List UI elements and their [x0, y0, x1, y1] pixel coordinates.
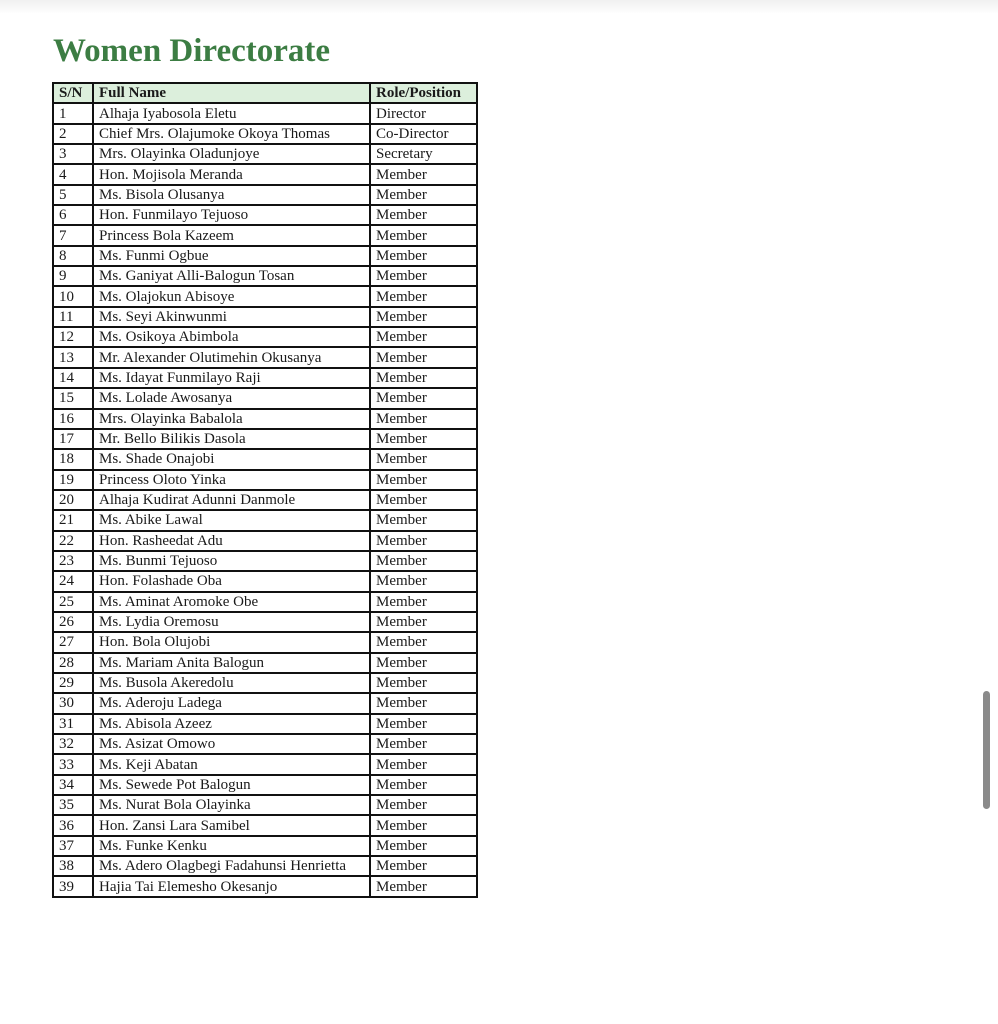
- table-row: [53, 286, 477, 306]
- cell-full-name: Ms. Aminat Aromoke Obe: [93, 592, 370, 612]
- cell-full-name: Ms. Bunmi Tejuoso: [93, 551, 370, 571]
- cell-full-name: Ms. Keji Abatan: [93, 754, 370, 774]
- page-title: Women Directorate: [53, 33, 331, 69]
- cell-role: Member: [370, 531, 477, 551]
- cell-role: Member: [370, 510, 477, 530]
- cell-sn: 37: [53, 836, 93, 856]
- cell-sn: 36: [53, 815, 93, 835]
- cell-role: Member: [370, 734, 477, 754]
- table-row: [53, 124, 477, 144]
- cell-role: Member: [370, 693, 477, 713]
- cell-sn: 17: [53, 429, 93, 449]
- cell-sn: 15: [53, 388, 93, 408]
- cell-role: Member: [370, 551, 477, 571]
- cell-role: Member: [370, 795, 477, 815]
- table-row: [53, 266, 477, 286]
- cell-role: Member: [370, 246, 477, 266]
- cell-role: Member: [370, 429, 477, 449]
- table-row: [53, 693, 477, 713]
- table-row: [53, 205, 477, 225]
- cell-role: Member: [370, 266, 477, 286]
- cell-role: Member: [370, 632, 477, 652]
- cell-role: Secretary: [370, 144, 477, 164]
- cell-sn: 39: [53, 876, 93, 896]
- cell-full-name: Princess Oloto Yinka: [93, 470, 370, 490]
- column-header-full-name: Full Name: [93, 83, 370, 103]
- cell-sn: 3: [53, 144, 93, 164]
- cell-full-name: Mrs. Olayinka Babalola: [93, 409, 370, 429]
- table-row: [53, 368, 477, 388]
- cell-role: Member: [370, 815, 477, 835]
- cell-sn: 9: [53, 266, 93, 286]
- directorate-table: [52, 82, 478, 898]
- cell-sn: 19: [53, 470, 93, 490]
- cell-sn: 27: [53, 632, 93, 652]
- cell-sn: 20: [53, 490, 93, 510]
- table-row: [53, 876, 477, 896]
- table-row: [53, 225, 477, 245]
- cell-role: Member: [370, 653, 477, 673]
- cell-sn: 1: [53, 103, 93, 123]
- cell-full-name: Ms. Ganiyat Alli-Balogun Tosan: [93, 266, 370, 286]
- cell-sn: 21: [53, 510, 93, 530]
- cell-sn: 18: [53, 449, 93, 469]
- cell-full-name: Chief Mrs. Olajumoke Okoya Thomas: [93, 124, 370, 144]
- cell-sn: 23: [53, 551, 93, 571]
- cell-full-name: Ms. Idayat Funmilayo Raji: [93, 368, 370, 388]
- cell-full-name: Mr. Alexander Olutimehin Okusanya: [93, 347, 370, 367]
- cell-role: Member: [370, 449, 477, 469]
- cell-full-name: Alhaja Kudirat Adunni Danmole: [93, 490, 370, 510]
- cell-full-name: Ms. Funke Kenku: [93, 836, 370, 856]
- cell-full-name: Ms. Abike Lawal: [93, 510, 370, 530]
- table-row: [53, 490, 477, 510]
- cell-full-name: Ms. Osikoya Abimbola: [93, 327, 370, 347]
- cell-role: Member: [370, 205, 477, 225]
- cell-full-name: Hon. Folashade Oba: [93, 571, 370, 591]
- cell-role: Member: [370, 286, 477, 306]
- cell-sn: 13: [53, 347, 93, 367]
- cell-sn: 2: [53, 124, 93, 144]
- cell-full-name: Ms. Abisola Azeez: [93, 714, 370, 734]
- cell-sn: 30: [53, 693, 93, 713]
- table-row: [53, 449, 477, 469]
- table-row: [53, 836, 477, 856]
- table-row: [53, 754, 477, 774]
- cell-full-name: Hon. Zansi Lara Samibel: [93, 815, 370, 835]
- cell-role: Member: [370, 470, 477, 490]
- cell-full-name: Mrs. Olayinka Oladunjoye: [93, 144, 370, 164]
- cell-full-name: Hon. Bola Olujobi: [93, 632, 370, 652]
- cell-full-name: Ms. Sewede Pot Balogun: [93, 775, 370, 795]
- cell-role: Member: [370, 836, 477, 856]
- cell-role: Member: [370, 592, 477, 612]
- cell-full-name: Hajia Tai Elemesho Okesanjo: [93, 876, 370, 896]
- cell-sn: 5: [53, 185, 93, 205]
- table-row: [53, 388, 477, 408]
- table-row: [53, 347, 477, 367]
- cell-full-name: Ms. Lydia Oremosu: [93, 612, 370, 632]
- cell-sn: 6: [53, 205, 93, 225]
- table-row: [53, 592, 477, 612]
- cell-full-name: Ms. Busola Akeredolu: [93, 673, 370, 693]
- table-row: [53, 734, 477, 754]
- table-row: [53, 571, 477, 591]
- cell-sn: 24: [53, 571, 93, 591]
- cell-sn: 16: [53, 409, 93, 429]
- cell-sn: 7: [53, 225, 93, 245]
- cell-full-name: Ms. Nurat Bola Olayinka: [93, 795, 370, 815]
- table-header-row: [53, 83, 477, 103]
- cell-sn: 35: [53, 795, 93, 815]
- cell-role: Member: [370, 775, 477, 795]
- cell-sn: 25: [53, 592, 93, 612]
- cell-role: Member: [370, 307, 477, 327]
- cell-full-name: Ms. Mariam Anita Balogun: [93, 653, 370, 673]
- column-header-role: Role/Position: [370, 83, 477, 103]
- table-row: [53, 795, 477, 815]
- cell-full-name: Mr. Bello Bilikis Dasola: [93, 429, 370, 449]
- column-header-sn: S/N: [53, 83, 93, 103]
- table-row: [53, 144, 477, 164]
- cell-sn: 38: [53, 856, 93, 876]
- table-row: [53, 551, 477, 571]
- table-row: [53, 653, 477, 673]
- cell-sn: 34: [53, 775, 93, 795]
- table-row: [53, 307, 477, 327]
- cell-role: Member: [370, 225, 477, 245]
- cell-full-name: Ms. Shade Onajobi: [93, 449, 370, 469]
- table-row: [53, 673, 477, 693]
- cell-sn: 8: [53, 246, 93, 266]
- table-body: [53, 103, 477, 896]
- cell-full-name: Hon. Funmilayo Tejuoso: [93, 205, 370, 225]
- cell-sn: 12: [53, 327, 93, 347]
- table-row: [53, 164, 477, 184]
- cell-sn: 28: [53, 653, 93, 673]
- table-row: [53, 714, 477, 734]
- table-row: [53, 429, 477, 449]
- cell-role: Member: [370, 327, 477, 347]
- cell-full-name: Ms. Aderoju Ladega: [93, 693, 370, 713]
- cell-full-name: Ms. Lolade Awosanya: [93, 388, 370, 408]
- cell-full-name: Hon. Mojisola Meranda: [93, 164, 370, 184]
- cell-sn: 29: [53, 673, 93, 693]
- cell-full-name: Ms. Bisola Olusanya: [93, 185, 370, 205]
- table-row: [53, 409, 477, 429]
- cell-role: Co-Director: [370, 124, 477, 144]
- table-row: [53, 856, 477, 876]
- cell-full-name: Ms. Olajokun Abisoye: [93, 286, 370, 306]
- cell-sn: 32: [53, 734, 93, 754]
- cell-role: Member: [370, 754, 477, 774]
- cell-role: Member: [370, 673, 477, 693]
- cell-full-name: Ms. Asizat Omowo: [93, 734, 370, 754]
- cell-role: Member: [370, 571, 477, 591]
- cell-role: Member: [370, 714, 477, 734]
- cell-role: Member: [370, 856, 477, 876]
- cell-full-name: Ms. Funmi Ogbue: [93, 246, 370, 266]
- cell-sn: 11: [53, 307, 93, 327]
- cell-full-name: Ms. Seyi Akinwunmi: [93, 307, 370, 327]
- table-row: [53, 185, 477, 205]
- table-row: [53, 470, 477, 490]
- cell-role: Director: [370, 103, 477, 123]
- cell-sn: 33: [53, 754, 93, 774]
- cell-sn: 31: [53, 714, 93, 734]
- cell-role: Member: [370, 368, 477, 388]
- cell-sn: 4: [53, 164, 93, 184]
- cell-sn: 22: [53, 531, 93, 551]
- cell-sn: 14: [53, 368, 93, 388]
- table-row: [53, 612, 477, 632]
- cell-role: Member: [370, 409, 477, 429]
- vertical-scrollbar-thumb[interactable]: [983, 691, 990, 809]
- cell-role: Member: [370, 876, 477, 896]
- cell-role: Member: [370, 490, 477, 510]
- cell-sn: 10: [53, 286, 93, 306]
- table-row: [53, 815, 477, 835]
- cell-role: Member: [370, 612, 477, 632]
- cell-full-name: Alhaja Iyabosola Eletu: [93, 103, 370, 123]
- table-row: [53, 327, 477, 347]
- table-row: [53, 775, 477, 795]
- table-row: [53, 510, 477, 530]
- cell-full-name: Ms. Adero Olagbegi Fadahunsi Henrietta: [93, 856, 370, 876]
- cell-sn: 26: [53, 612, 93, 632]
- cell-role: Member: [370, 388, 477, 408]
- table-row: [53, 632, 477, 652]
- table-row: [53, 103, 477, 123]
- cell-role: Member: [370, 185, 477, 205]
- table-row: [53, 246, 477, 266]
- cell-role: Member: [370, 164, 477, 184]
- cell-full-name: Hon. Rasheedat Adu: [93, 531, 370, 551]
- table-row: [53, 531, 477, 551]
- cell-full-name: Princess Bola Kazeem: [93, 225, 370, 245]
- cell-role: Member: [370, 347, 477, 367]
